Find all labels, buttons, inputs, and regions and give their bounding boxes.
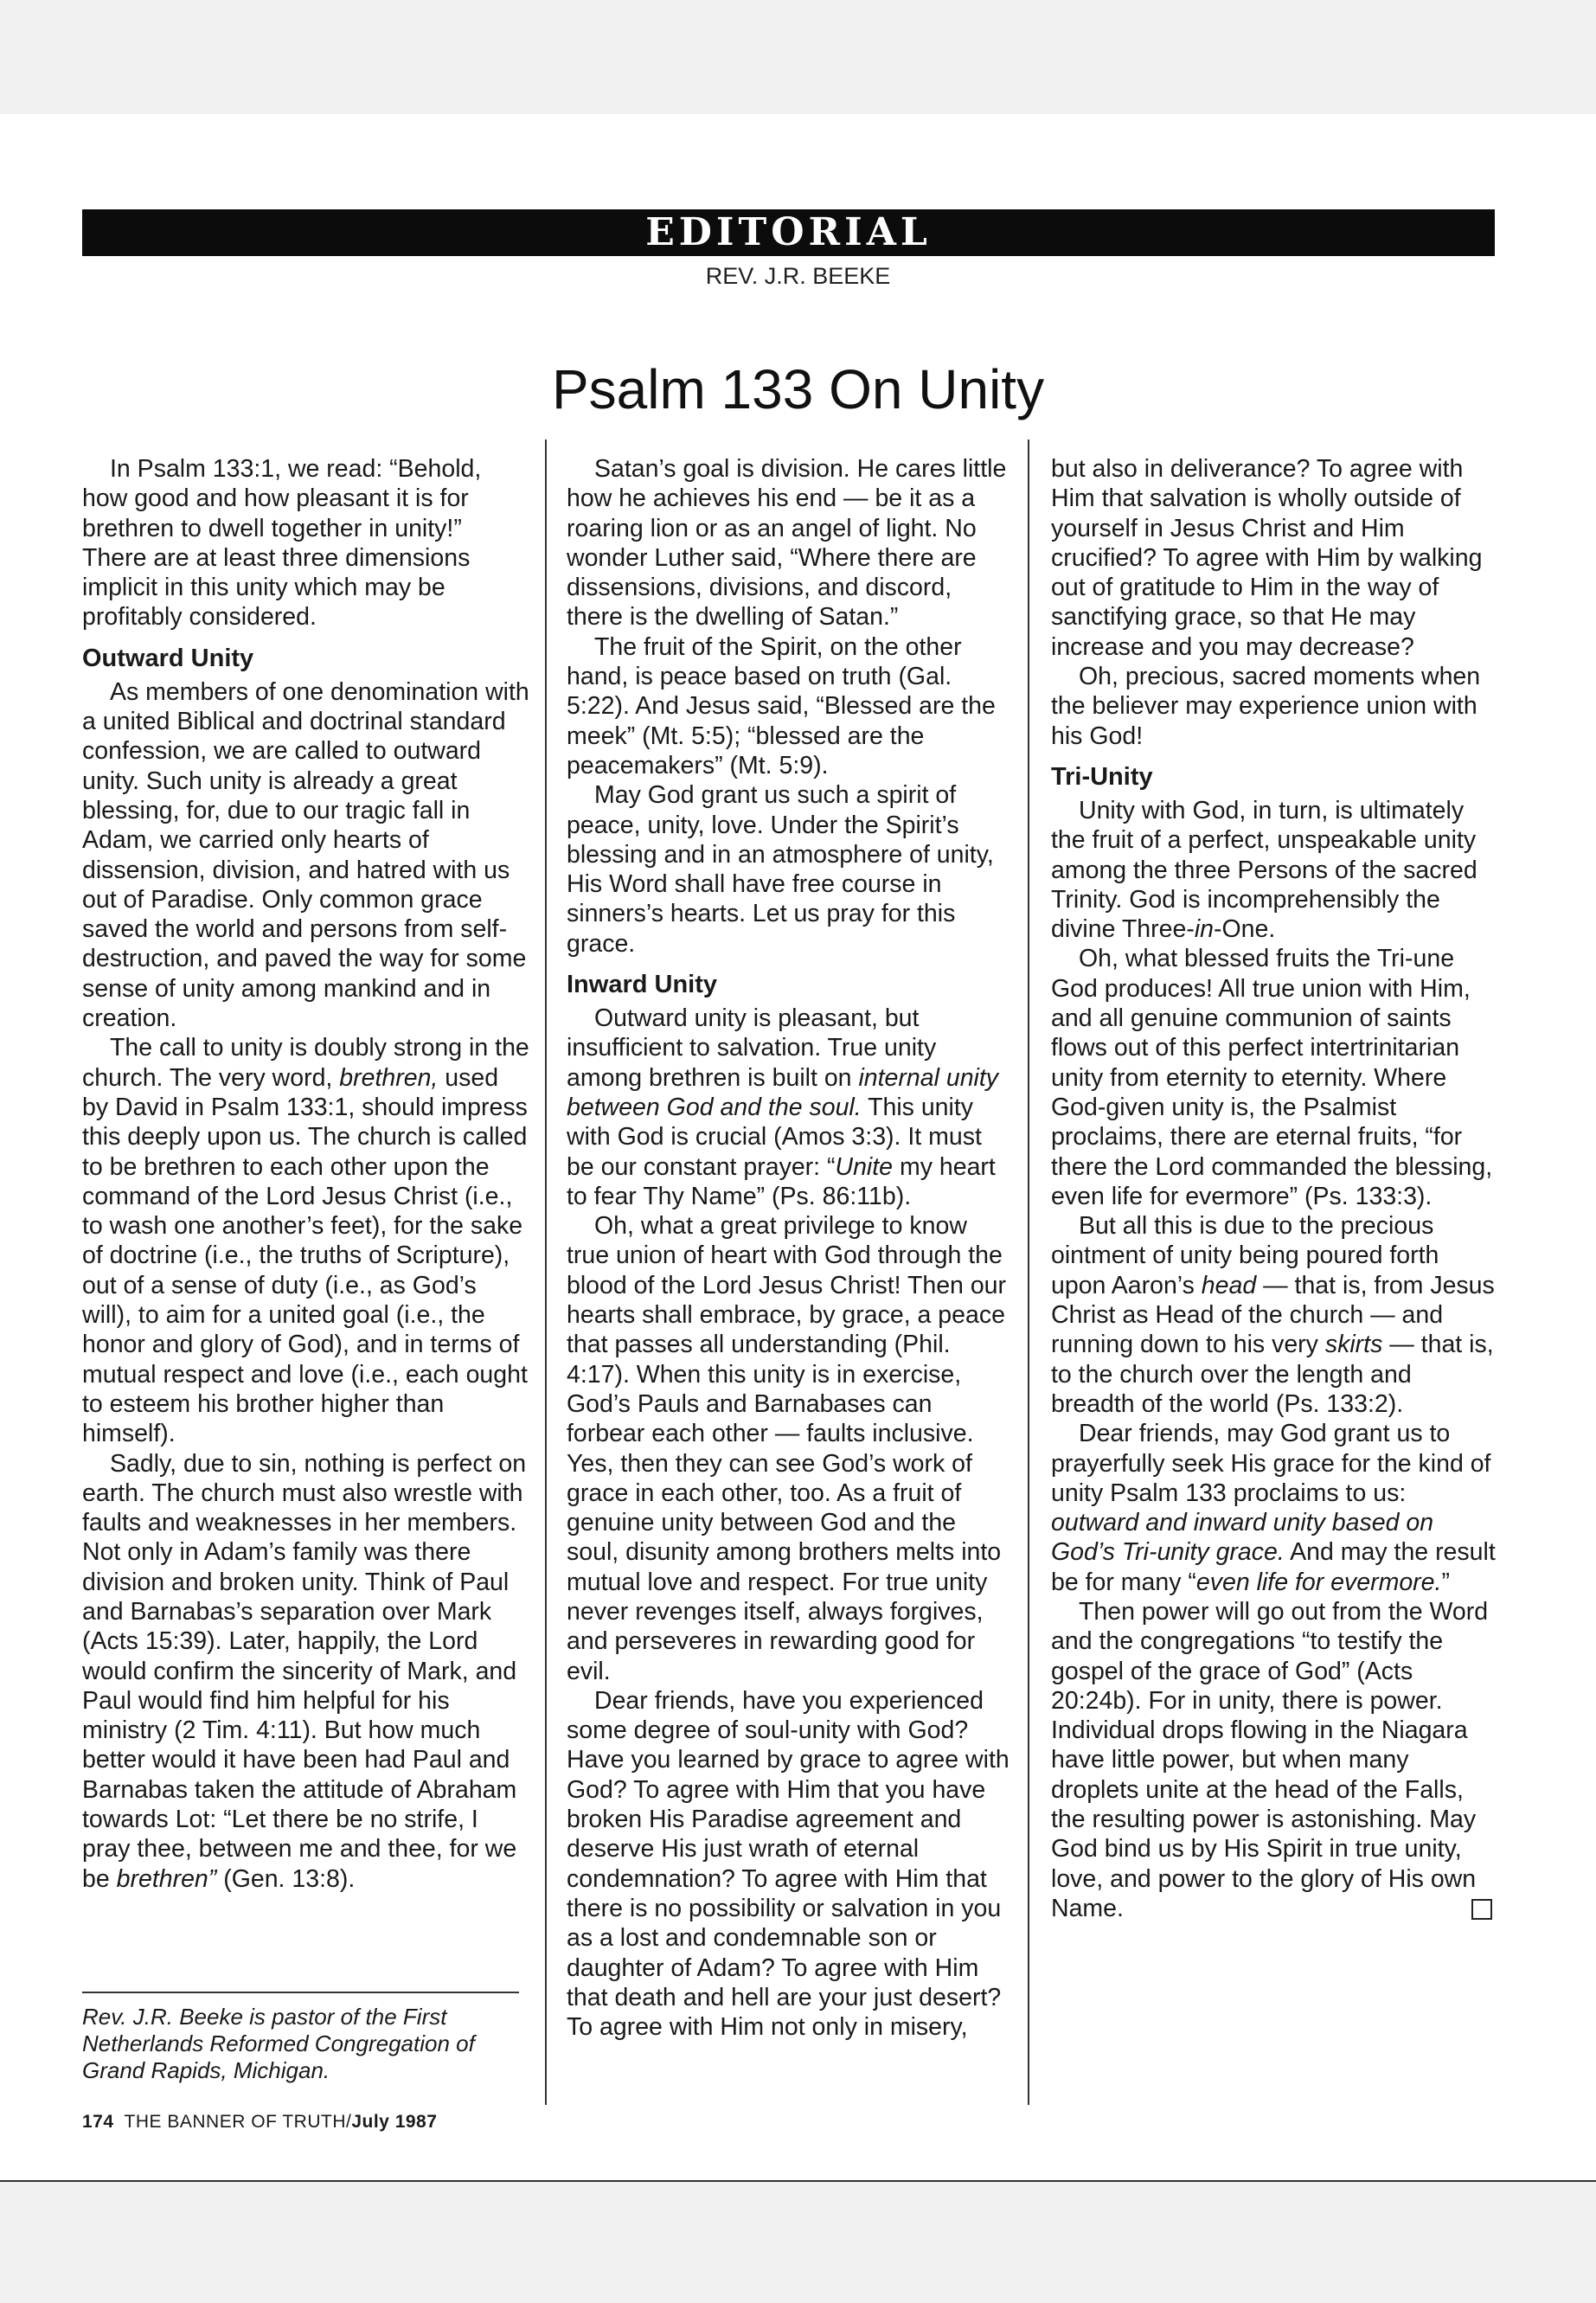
issue-date: July 1987	[351, 2112, 438, 2132]
paragraph: Dear friends, have you experienced some degree of soul-unity with God? Have you learned by grace to agree with God? To agree with Him that you have broken His Paradise agreement and deserve His just wrath of eternal condemnation? To agree with Him that there is no possibility or salvation in you as a lost and condemnable son or daughter of Adam? To agree with Him that death and hell are your just desert? To agree with Him not only in misery,	[567, 1686, 1010, 2042]
article-title: Psalm 133 On Unity	[551, 358, 1045, 420]
paragraph: Outward unity is pleasant, but insufficient to salvation. True unity among brethren is built on internal unity between God and the soul. This unity with God is crucial (Amos 3:3). It must be our constant prayer: “Unite my heart to fear Thy Name” (Ps. 86:11b).	[567, 1004, 999, 1210]
page-footer	[82, 2111, 437, 2133]
footnote-divider	[82, 1992, 519, 1993]
page-number: 174	[82, 2112, 114, 2132]
paragraph: Oh, precious, sacred moments when the believer may experience union with his God!	[1051, 663, 1481, 750]
editorial-banner: EDITORIAL	[82, 209, 1495, 256]
author-note: Rev. J.R. Beeke is pastor of the First Netherlands Reformed Congregation of Grand Rapids, Michigan.	[82, 2004, 475, 2083]
section-heading-outward-unity: Outward Unity	[82, 644, 254, 672]
paragraph: Sadly, due to sin, nothing is perfect on earth. The church must also wrestle with faults and weaknesses in her members. Not only in Adam’s family was there division and broken unity. Think of Paul and Barnabas’s separation over Mark (Acts 15:39). Later, happily, the Lord would confirm the sincerity of Mark, and Paul would find him helpful for his ministry (2 Tim. 4:11). But how much better would it have been had Paul and Barnabas taken the attitude of Abraham towards Lot: “Let there be no strife, I pray thee, between me and thee, for we be brethren” (Gen. 13:8).	[82, 1449, 527, 1893]
column-2	[567, 454, 1015, 2042]
paragraph: May God grant us such a spirit of peace, unity, love. Under the Spirit’s blessing and in an atmosphere of unity, His Word shall have free course in sinners’s hearts. Let us pray for this grace.	[567, 781, 994, 958]
author-byline: REV. J.R. BEEKE	[705, 263, 891, 289]
column-divider	[545, 439, 547, 2105]
paragraph: The call to unity is doubly strong in the church. The very word, brethren, used by David in Psalm 133:1, should impress this deeply upon us. The church is called to be brethren to each other upon the command of the Lord Jesus Christ (i.e., to wash one another’s feet), for the sake of doctrine (i.e., the truths of Scripture), out of a sense of duty (i.e., as God’s will), to aim for a united goal (i.e., the honor and glory of God), and in terms of mutual respect and love (i.e., each ought to esteem his brother higher than himself).	[82, 1034, 529, 1448]
paragraph: But all this is due to the precious ointment of unity being poured forth upon Aaron’s head — that is, from Jesus Christ as Head of the church — and running down to his very skirts — that is, to the church over the length and breadth of the world (Ps. 133:2).	[1051, 1212, 1495, 1418]
end-mark-icon	[1471, 1899, 1492, 1920]
section-heading-tri-unity: Tri-Unity	[1051, 762, 1153, 791]
paragraph: Dear friends, may God grant us to prayerfully seek His grace for the kind of unity Psalm 133 proclaims to us: outward and inward unity based on God’s Tri-unity grace. And may the result be for many “even life for evermore.”	[1051, 1420, 1496, 1596]
column-divider	[1028, 439, 1029, 2105]
paragraph: The fruit of the Spirit, on the other hand, is peace based on truth (Gal. 5:22). And Jesus said, “Blessed are the meek” (Mt. 5:5); “blessed are the peacemakers” (Mt. 5:9).	[567, 632, 996, 779]
column-1	[82, 454, 530, 1894]
paragraph: In Psalm 133:1, we read: “Behold, how good and how pleasant it is for brethren to dwell together in unity!” There are at least three dimensions implicit in this unity which may be profitably considered.	[82, 455, 482, 632]
paragraph: Unity with God, in turn, is ultimately the fruit of a perfect, unspeakable unity among the three Persons of the sacred Trinity. God is incomprehensibly the divine Three-in-One.	[1051, 796, 1477, 944]
scan-margin-top	[0, 0, 1596, 114]
magazine-name: THE BANNER OF TRUTH/	[124, 2112, 352, 2132]
paragraph: but also in deliverance? To agree with Him that salvation is wholly outside of yourself in Jesus Christ and Him crucified? To agree with Him by walking out of gratitude to Him in the way of sanctifying grace, so that He may increase and you may decrease?	[1051, 455, 1483, 661]
paragraph: Satan’s goal is division. He cares little how he achieves his end — be it as a roaring lion or as an angel of light. No wonder Luther said, “Where there are dissensions, divisions, and discord, there is the dwelling of Satan.”	[567, 455, 1007, 632]
section-heading-inward-unity: Inward Unity	[567, 971, 718, 999]
paragraph: Oh, what blessed fruits the Tri-une God produces! All true union with Him, and all genuine communion of saints flows out of this perfect intertrinitarian unity from eternity to eternity. Where God-given unity is, the Psalmist proclaims, there are eternal fruits, “for there the Lord commanded the blessing, even life for evermore” (Ps. 133:3).	[1051, 945, 1493, 1210]
column-3	[1051, 454, 1499, 1923]
paragraph: As members of one denomination with a united Biblical and doctrinal standard confession, we are called to outward unity. Such unity is already a great blessing, for, due to our tragic fall in Adam, we carried only hearts of dissension, division, and hatred with us out of Paradise. Only common grace saved the world and persons from self-destruction, and paved the way for some sense of unity among mankind and in creation.	[82, 677, 529, 1033]
paragraph: Then power will go out from the Word and the congregations “to testify the gospel of the grace of God” (Acts 20:24b). For in unity, there is power. Individual drops flowing in the Niagara have little power, but when many droplets unite at the head of the Falls, the resulting power is astonishing. May God bind us by His Spirit in true unity, love, and power to the glory of His own Name.	[1051, 1597, 1499, 1923]
scan-margin-bottom	[0, 2180, 1596, 2303]
paragraph: Oh, what a great privilege to know true union of heart with God through the blood of the Lord Jesus Christ! Then our hearts shall embrace, by grace, a peace that passes all understanding (Phil. 4:17). When this unity is in exercise, God’s Pauls and Barnabases can forbear each other — faults inclusive. Yes, then they can see God’s work of grace in each other, too. As a fruit of genuine unity between God and the soul, disunity among brothers melts into mutual love and respect. For true unity never revenges itself, always forgives, and perseveres in rewarding good for evil.	[567, 1212, 1007, 1685]
